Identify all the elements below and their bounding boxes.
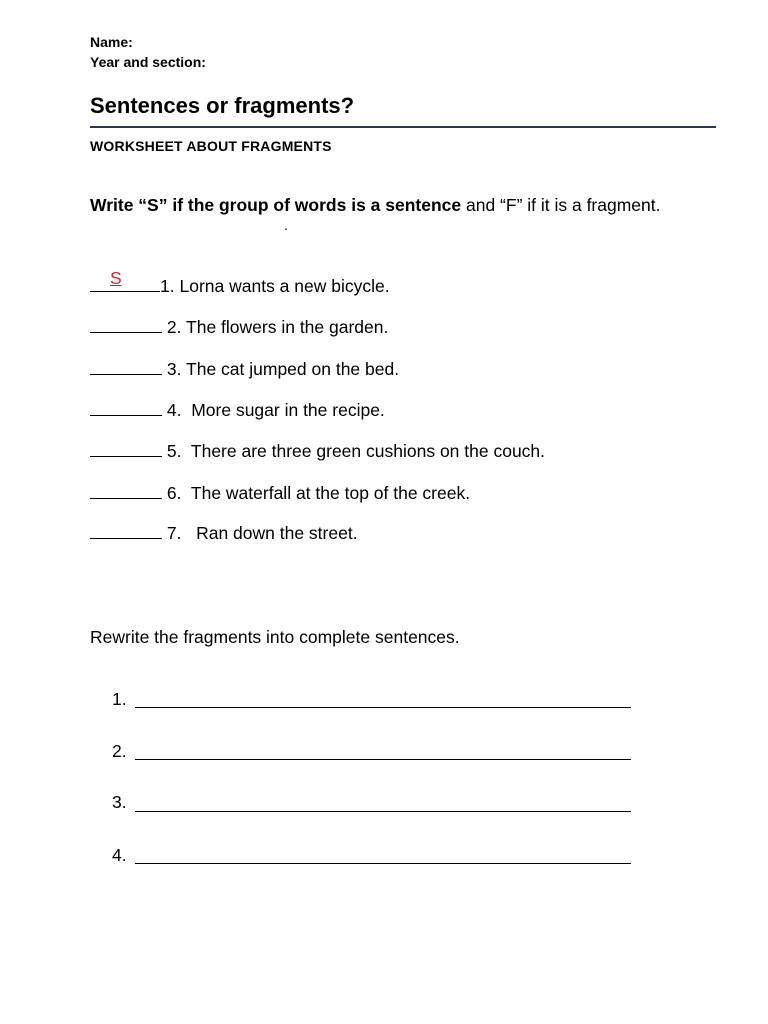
answer-text: S [110, 268, 122, 288]
item-number: 3. [166, 359, 182, 379]
instructions-bold: Write “S” if the group of words is a sentence [90, 195, 462, 215]
stray-mark: . [284, 217, 288, 233]
rewrite-number: 3. [112, 792, 127, 812]
list-item [90, 482, 470, 504]
year-section-label: Year and section: [90, 54, 206, 70]
item-text: There are three green cushions on the couch. [190, 441, 546, 461]
instructions [90, 195, 661, 216]
answer-blank[interactable] [90, 522, 162, 539]
list-item [90, 316, 388, 338]
list-item [90, 440, 545, 462]
rewrite-number: 4. [112, 845, 127, 865]
rewrite-prompt: Rewrite the fragments into complete sentences. [90, 627, 460, 647]
item-number: 2. [166, 317, 182, 337]
item-text: Ran down the street. [196, 523, 358, 543]
instructions-normal: and “F” if it is a fragment. [461, 195, 661, 215]
answer-blank[interactable] [90, 399, 162, 416]
item-text: More sugar in the recipe. [191, 400, 385, 420]
item-text: The waterfall at the top of the creek. [190, 483, 471, 503]
list-item [90, 399, 385, 421]
item-text: The cat jumped on the bed. [186, 359, 400, 379]
answer-blank[interactable] [90, 440, 162, 457]
item-number: 6. [166, 483, 182, 503]
rewrite-line[interactable] [135, 863, 631, 864]
answer-blank[interactable] [90, 482, 162, 499]
list-item [90, 358, 399, 380]
rewrite-line[interactable] [135, 707, 631, 708]
rewrite-number: 1. [112, 689, 127, 709]
list-item [90, 268, 390, 297]
item-number: 7. [166, 523, 182, 543]
item-text: The flowers in the garden. [186, 317, 389, 337]
answer-blank[interactable] [90, 268, 160, 292]
rewrite-line[interactable] [135, 811, 631, 812]
rewrite-line[interactable] [135, 759, 631, 760]
title-rule [90, 126, 716, 128]
item-number: 4. [166, 400, 182, 420]
page-title: Sentences or fragments? [90, 93, 355, 118]
worksheet-subtitle: WORKSHEET ABOUT FRAGMENTS [90, 138, 332, 154]
rewrite-number: 2. [112, 741, 127, 761]
answer-blank[interactable] [90, 358, 162, 375]
item-text: Lorna wants a new bicycle. [179, 276, 390, 296]
list-item [90, 522, 358, 544]
item-number: 1. [160, 276, 175, 296]
name-label: Name: [90, 34, 133, 50]
item-number: 5. [166, 441, 182, 461]
answer-blank[interactable] [90, 316, 162, 333]
